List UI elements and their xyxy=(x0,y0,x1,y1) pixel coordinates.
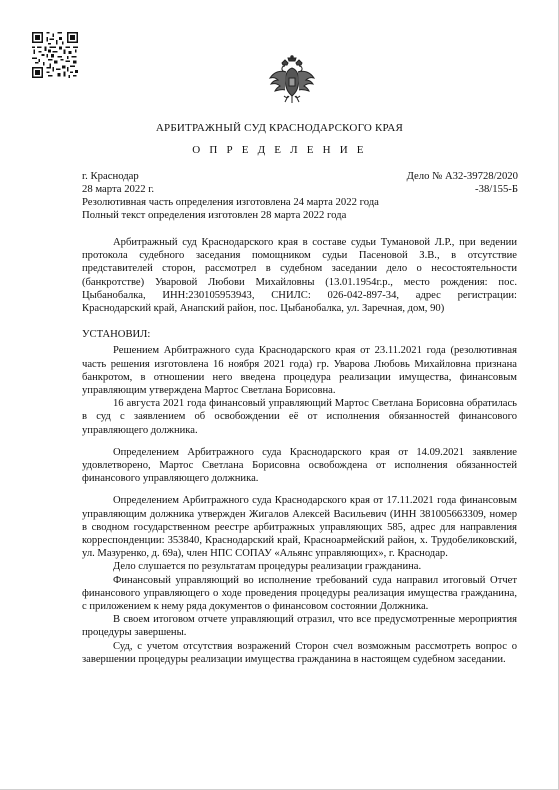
paragraph: Суд, с учетом отсутствия возражений Сторон счел возможным рассмотреть вопрос о завершении процедуры реализации имущества гражданина в настоящем судебном заседании. xyxy=(82,640,517,665)
full-text-note: Полный текст определения изготовлен 28 марта 2022 года xyxy=(82,209,347,221)
intro-paragraph: Арбитражный суд Краснодарского края в составе судьи Тумановой Л.Р., при ведении протокола судебного заседания помощником судьи Пасеновой З.В., в отсутствие представителей сторон, рассмотрел в судебном заседании дело о несостоятельности (банкротстве) Уваровой Любови Михайловны (13.01.1954г.р., место рождения: пос. Цыбанобалка, ИНН:230105953943, СНИЛС: 026-042-897-34, адрес регистрации: Краснодарский край, Анапский район, пос. Цыбанобалка, ул. Заречная, дом, 90) xyxy=(82,237,517,315)
document-type: О П Р Е Д Е Л Е Н И Е xyxy=(192,144,367,156)
case-number xyxy=(407,170,518,196)
paragraph: 16 августа 2021 года финансовый управляющий Мартос Светлана Борисовна обратилась в суд с заявлением об освобождении её от исполнения обязанностей финансового управляющего должника. xyxy=(82,398,517,436)
qr-code-icon xyxy=(32,32,78,78)
paragraph: Дело слушается по результатам процедуры реализации гражданина. xyxy=(113,561,422,573)
case-number-line1: Дело № А32-39728/2020 xyxy=(406,170,518,182)
document-date: 28 марта 2022 г. xyxy=(82,183,155,195)
paragraph: В своем итоговом отчете управляющий отразил, что все предусмотренные мероприятия процедуры завершены. xyxy=(82,614,517,639)
resolutive-part-note: Резолютивная часть определения изготовлена 24 марта 2022 года xyxy=(82,196,379,208)
paragraph: Определением Арбитражного суда Краснодарского края от 14.09.2021 заявление удовлетворено, Мартос Светлана Борисовна освобождена от исполнения обязанностей финансового управляющего должника. xyxy=(82,446,517,485)
city: г. Краснодар xyxy=(82,170,139,182)
document-body xyxy=(82,236,517,666)
section-title: УСТАНОВИЛ: xyxy=(82,329,151,341)
coat-of-arms-icon xyxy=(268,54,316,104)
court-name: АРБИТРАЖНЫЙ СУД КРАСНОДАРСКОГО КРАЯ xyxy=(155,122,404,134)
paragraph: Финансовый управляющий во исполнение требований суда направил итоговый Отчет финансового управляющего о ходе проведения процедуры реализация имущества гражданина, с приложением к нему ряда документов о финансовом состоянии Должника. xyxy=(82,574,517,613)
paragraph: Определением Арбитражного суда Краснодарского края от 17.11.2021 года финансовым управляющим должника утвержден Жигалов Алексей Васильевич (ИНН 381005663309, номер в сводном государственном реестре арбитражных управляющих 585, адрес для направления корреспонденции: 353840, Краснодарский край, Красноармейский район, х. Трудобеликовский, ул. Мазуренко, д. 69а), член НПС СОПАУ «Альянс управляющих», г. Краснодар. xyxy=(82,495,517,560)
paragraph: Решением Арбитражного суда Краснодарского края от 23.11.2021 года (резолютивная часть решения изготовлена 16 ноября 2021 года) гр. Уварова Любовь Михайловна признана банкротом, в отношении него введена процедура реализации имущества, финансовым управляющим утверждена Мартос Светлана Борисовна. xyxy=(82,345,517,397)
header-left-block xyxy=(82,170,379,222)
case-number-line2: -38/155-Б xyxy=(475,183,518,195)
